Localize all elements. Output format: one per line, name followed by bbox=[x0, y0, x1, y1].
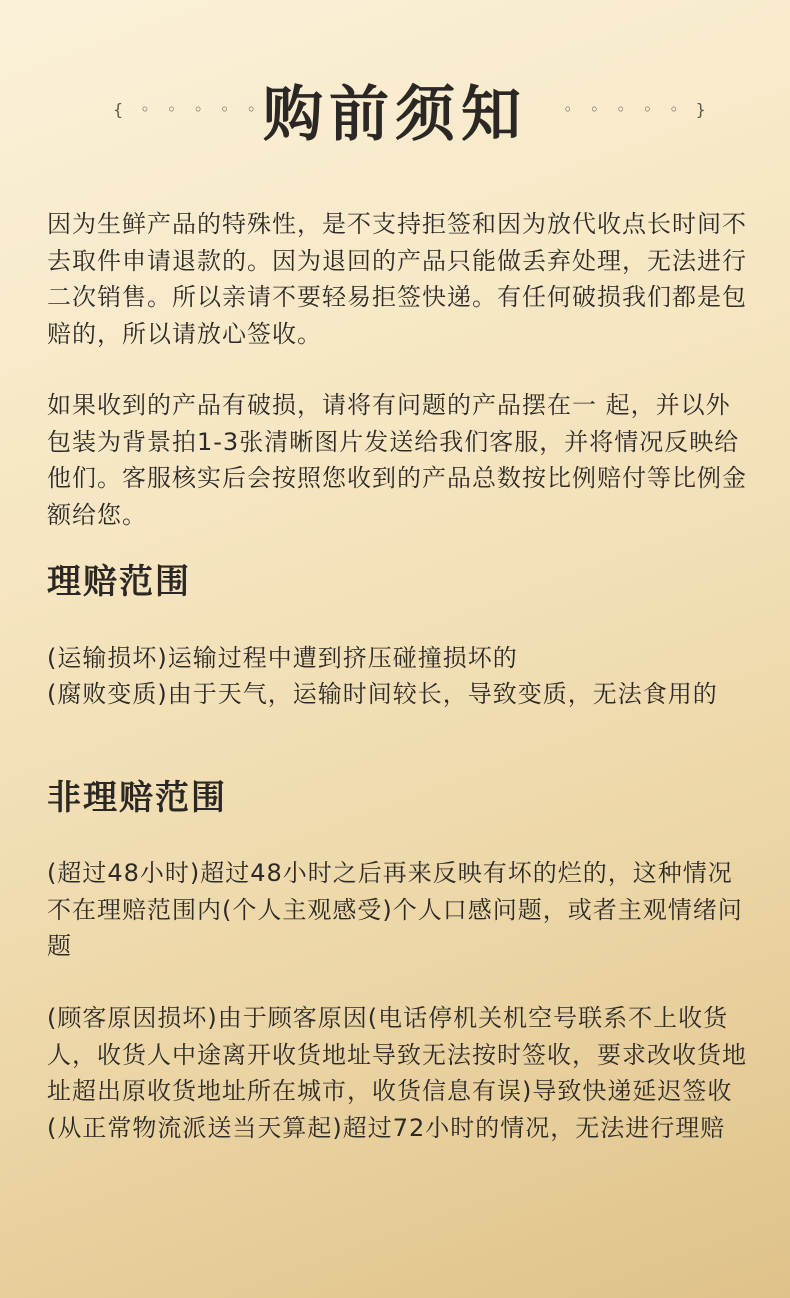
claim-scope-item-spoilage: (腐败变质)由于天气，运输时间较长，导致变质，无法食用的 bbox=[47, 680, 718, 708]
non-claim-scope-item-customer-cause: (顾客原因损坏)由于顾客原因(电话停机关机空号联系不上收货人，收货人中途离开收货地址导致无法按时签收，要求改收货地址超出原收货地址所在城市，收货信息有误)导致快递延迟签收(从正常物流派送当天算起)超过72小时的情况，无法进行理赔 bbox=[47, 1004, 747, 1142]
non-claim-scope-item-over-48h: (超过48小时)超过48小时之后再来反映有坏的烂的，这种情况不在理赔范围内(个人主观感受)个人口感问题，或者主观情绪问题 bbox=[47, 859, 743, 960]
decorative-dots-left: { ◦ ◦ ◦ ◦ ◦ bbox=[113, 100, 262, 119]
claim-scope-item-transport-damage: (运输损坏)运输过程中遭到挤压碰撞损坏的 bbox=[47, 644, 518, 672]
claim-scope-heading: 理赔范围 bbox=[47, 562, 191, 602]
page-header bbox=[0, 70, 790, 160]
intro-paragraph-2: 如果收到的产品有破损，请将有问题的产品摆在一 起，并以外包装为背景拍1-3张清晰图片发送给我们客服，并将情况反映给他们。客服核实后会按照您收到的产品总数按比例赔付等比例金额给您。 bbox=[47, 391, 747, 529]
intro-paragraph-1: 因为生鲜产品的特殊性，是不支持拒签和因为放代收点长时间不去取件申请退款的。因为退回的产品只能做丢弃处理，无法进行二次销售。所以亲请不要轻易拒签快递。有任何破损我们都是包赔的，所以请放心签收。 bbox=[47, 210, 747, 348]
decorative-dots-right: ◦ ◦ ◦ ◦ ◦ } bbox=[563, 100, 712, 119]
page-title: 购前须知 bbox=[263, 80, 527, 150]
non-claim-scope-heading: 非理赔范围 bbox=[47, 778, 227, 818]
